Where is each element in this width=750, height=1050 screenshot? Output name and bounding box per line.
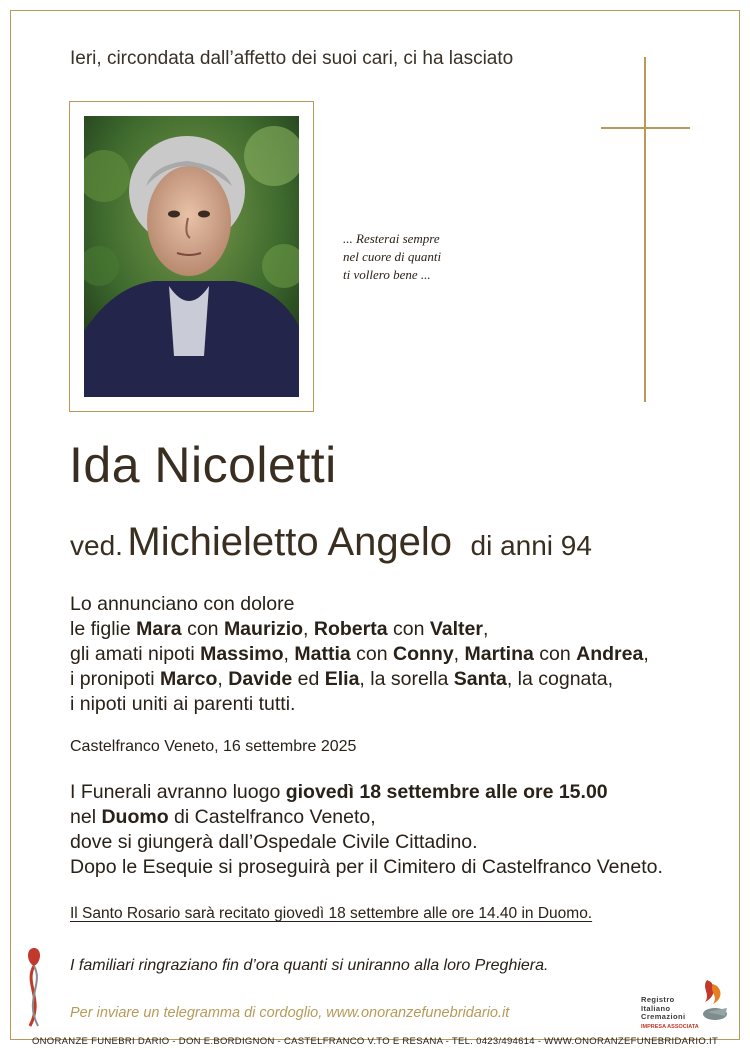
telegram-notice — [70, 1005, 509, 1021]
relative-name: Santa — [453, 668, 507, 690]
portrait-frame — [69, 101, 314, 412]
registry-logo-subtitle: IMPRESA ASSOCIATA — [641, 1024, 699, 1030]
text: con — [181, 618, 224, 640]
announcement-line — [70, 642, 649, 667]
text: Italiano — [641, 1003, 671, 1013]
funeral-details — [70, 780, 663, 880]
text: le figlie — [70, 618, 137, 640]
quote-line: nel cuore di quanti — [343, 249, 442, 264]
announcement-line: i nipoti uniti ai parenti tutti. — [70, 693, 296, 715]
registry-logo-text — [641, 996, 685, 1022]
announcement-line: Lo annunciano con dolore — [70, 593, 295, 615]
widow-prefix: ved. — [70, 530, 123, 561]
spouse-name: Michieletto Angelo — [127, 520, 453, 564]
text: i pronipoti — [70, 668, 160, 690]
place-date: Castelfranco Veneto, 16 settembre 2025 — [70, 738, 357, 755]
text: gli amati nipoti — [70, 643, 201, 665]
text: con — [533, 643, 577, 665]
rosary-notice: Il Santo Rosario sarà recitato giovedì 18 settembre alle ore 14.40 in Duomo. — [70, 905, 593, 922]
quote-line: ... Resterai sempre — [343, 231, 440, 246]
text: , — [453, 643, 465, 665]
text: , — [217, 668, 229, 690]
relative-name: Valter — [429, 618, 483, 640]
announcement-line — [70, 617, 649, 642]
funeral-datetime: giovedì 18 settembre alle ore 15.00 — [285, 781, 608, 803]
relative-name: Roberta — [313, 618, 388, 640]
relative-name: Maurizio — [223, 618, 304, 640]
text: con — [350, 643, 393, 665]
text: ed — [292, 668, 325, 690]
relative-name: Andrea — [576, 643, 644, 665]
portrait-photo — [84, 116, 299, 397]
funeral-line — [70, 780, 663, 805]
memorial-quote — [343, 230, 503, 284]
funeral-line: dove si giungerà dall’Ospedale Civile Cittadino. — [70, 831, 478, 853]
relative-name: Elia — [324, 668, 360, 690]
text: di Castelfranco Veneto, — [168, 806, 376, 828]
widow-line — [70, 520, 592, 565]
text: I Funerali avranno luogo — [70, 781, 286, 803]
text: Per inviare un telegramma di cordoglio, — [70, 1005, 327, 1021]
relative-name: Mara — [136, 618, 182, 640]
intro-text: Ieri, circondata dall’affetto dei suoi cari, ci ha lasciato — [70, 48, 514, 69]
text: con — [387, 618, 430, 640]
website-link[interactable]: www.onoranzefunebridario.it — [326, 1005, 510, 1021]
quote-line: ti vollero bene ... — [343, 267, 431, 282]
text: , — [482, 618, 489, 640]
announcement-line — [70, 667, 649, 692]
relative-name: Massimo — [200, 643, 284, 665]
cross-icon — [644, 57, 646, 402]
text: , la cognata, — [506, 668, 614, 690]
ribbon-icon — [22, 944, 46, 1030]
age-text: di anni 94 — [470, 530, 592, 561]
relative-name: Conny — [393, 643, 454, 665]
text: , la sorella — [359, 668, 454, 690]
text: Registro — [641, 995, 675, 1004]
relative-name: Martina — [464, 643, 534, 665]
footer-contact: ONORANZE FUNEBRI DARIO - DON E.BORDIGNON - CASTELFRANCO V.TO E RESANA - TEL. 0423/494614 - WWW.ONORANZEFUNEBRIDARIO.IT — [31, 1036, 719, 1047]
deceased-name: Ida Nicoletti — [69, 437, 337, 493]
relative-name: Marco — [159, 668, 218, 690]
text: Cremazioni — [641, 1012, 686, 1021]
thanks-text: I familiari ringraziano fin d’ora quanti si uniranno alla loro Preghiera. — [70, 957, 549, 974]
funeral-venue: Duomo — [101, 806, 169, 828]
relative-name: Davide — [228, 668, 293, 690]
text: , — [303, 618, 314, 640]
relative-name: Mattia — [294, 643, 351, 665]
text: nel — [70, 806, 102, 828]
text: , — [643, 643, 649, 665]
announcement — [70, 592, 649, 717]
funeral-line — [70, 805, 663, 830]
text: , — [283, 643, 295, 665]
cross-icon-bar — [601, 127, 690, 129]
funeral-line: Dopo le Esequie si proseguirà per il Cimitero di Castelfranco Veneto. — [70, 856, 663, 878]
